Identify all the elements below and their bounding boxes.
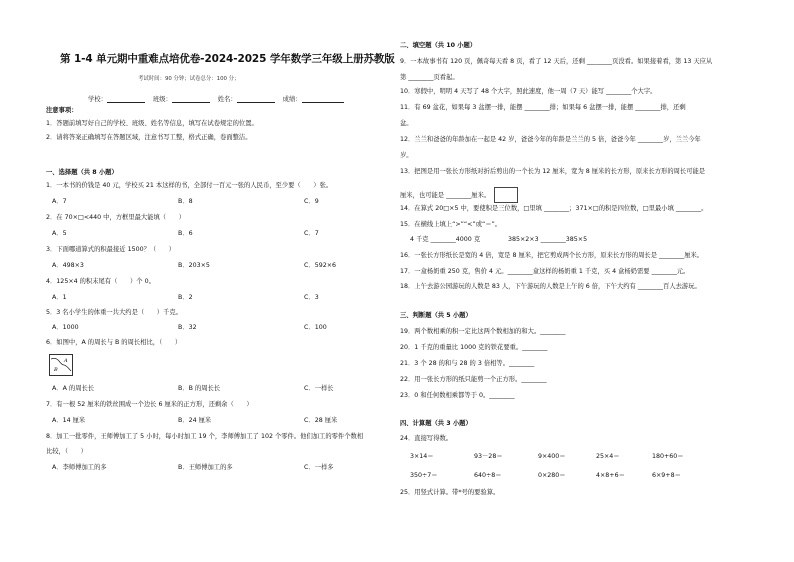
q13-line2-text: 厘米，也可能是 ________厘米。 [400,192,491,199]
section1-heading: 一、选择题（共 8 小题） [46,169,118,176]
calc-item: 3×14＝ [410,453,434,460]
option: A．14 厘米 [52,417,86,424]
exam-meta: 考试时间：90 分钟；试卷总分：100 分； [138,76,240,82]
notes-item: 2．请将答案正确填写在答题区域，注意书写工整，格式正确，卷面整洁。 [46,134,252,141]
q15-text: 15．在横线上填上“>”“<”或“＝”。 [400,221,502,228]
option: B．B 的周长长 [178,385,221,392]
calc-row [410,472,681,480]
calc-item: 640÷8＝ [474,472,502,479]
option: B．2 [178,294,193,301]
option: C．100 [304,324,327,331]
q8-text-line1: 8．加工一批零件，王师傅加工了 5 小时，每小时加工 19 个，李师傅加工了 102 个零件。他们加工的零件个数相 [46,433,364,440]
answer-box [494,187,518,203]
option: A．1000 [52,324,79,331]
q12-line1: 12．兰兰和爸爸的年龄加在一起是 42 岁，爸爸今年的年龄是兰兰的 5 倍，爸爸今年 ________岁，兰兰今年 [400,136,701,143]
q23-text: 23．0 和任何数相乘都等于 0。________ [400,392,515,399]
option: A．7 [52,198,67,205]
q1-text: 1．一本书的价钱是 40 元，学校买 21 本这样的书，全部付一百元一张的人民币，至少要（ ）张。 [46,182,333,189]
q12-line2: 岁。 [400,152,413,159]
q2-text: 2．在 70×□<440 中，方框里最大能填（ ） [46,214,185,221]
q24-text: 24．直接写得数。 [400,435,453,442]
q13-line1: 13．把图是用一张长方形纸对折后剪出的一个长为 12 厘米，宽为 8 厘米的长方形，原来长方形的周长可能是 [400,168,706,175]
q21-text: 21．3 个 28 的和与 28 的 3 倍相等。________ [400,360,535,367]
q6-options [52,385,334,393]
q6-text: 6．如图中，A 的周长与 B 的周长相比，（ ） [46,339,182,346]
option: B．32 [178,324,197,331]
option: A．李师傅加工的多 [52,464,107,471]
calc-item: 350÷7＝ [410,472,438,479]
q10-text: 10．寒假中，明明 4 天写了 48 个大字，照此速度，他一周（7 天）能写 ________个大字。 [400,88,657,95]
q2-options [52,230,319,238]
calc-item: 9×400＝ [538,453,566,460]
q1-options [52,198,319,206]
info-name: 姓名： [218,94,275,103]
notes-item: 1．答题前填写好自己的学校、班级、姓名等信息，填写在试卷规定的位置。 [46,120,258,127]
option: B．王师傅加工的多 [178,464,233,471]
info-score: 成绩： [283,94,344,103]
option: C．28 厘米 [304,417,338,424]
q11-line1: 11．有 69 盆花，如果每 3 盆摆一排，能摆 ________排；如果每 6 盆摆一排，能摆 ________排，还剩 [400,104,686,111]
q8-options [52,464,334,472]
q3-options [52,262,336,270]
q16-text: 16．一张长方形纸长是宽的 4 倍，宽是 8 厘米，把它剪成两个长方形，原来长方形的周长是 ________厘米。 [400,252,704,259]
option: C．3 [304,294,319,301]
option: C．一样多 [304,464,334,471]
q3-text: 3．下面哪道算式的积最接近 1500？（ ） [46,246,176,253]
option: B．6 [178,230,193,237]
section2-heading: 二、填空题（共 10 小题） [400,42,477,49]
q5-text: 5．3 名小学生的体重一共大约是（ ）千克。 [46,309,182,316]
section4-heading: 四、计算题（共 3 小题） [400,420,472,427]
section3-heading: 三、判断题（共 5 小题） [400,312,472,319]
q6-figure [49,354,73,376]
info-class: 班级： [153,94,210,103]
q7-options [52,417,337,425]
q9-line2: 第 ________页看起。 [400,74,459,81]
q4-text: 4．125×4 的积末尾有（ ）个 0。 [46,278,155,285]
q18-text: 18．上午去游公园游玩的人数是 83 人，下午游玩的人数是上午的 6 倍，下午大约有 ________百人去游玩。 [400,283,701,290]
calc-item: 25×4＝ [596,453,620,460]
option: B．24 厘米 [178,417,212,424]
option: B．8 [178,198,193,205]
q11-line2: 盆。 [400,120,413,127]
page-title: 第 1-4 单元期中重难点培优卷-2024-2025 学年数学三年级上册苏教版 [60,53,395,65]
q8-text-line2: 比较，（ ） [46,448,87,455]
q14-text: 14．在算式 20□×5 中，要使积是三位数，□里填 ________；371×□的积是四位数，□里最小填 ________。 [400,205,708,212]
calc-item: 0×280＝ [538,472,566,479]
option: C．一样长 [304,385,334,392]
info-school: 学校： [88,94,145,103]
comparison-item: 385×2×3 ________385×5 [508,236,588,243]
comparison-item: 4 千克 ________4000 克 [410,236,481,243]
q20-text: 20．1 千克的重量比 1000 克的铁花要重。________ [400,344,548,351]
calc-item: 6×9+8＝ [652,472,681,479]
q19-text: 19．两个数相乘的积一定比这两个数相加的和大。________ [400,328,566,335]
q13-line2 [400,187,518,203]
q17-text: 17．一盒杨奶重 250 克，售价 4 元。________盒这样的杨奶重 1 千克，买 4 盒杨奶需要 ________元。 [400,268,690,275]
calc-item: 93－28＝ [474,453,503,460]
q7-text: 7．有一根 52 厘米的铁丝围成一个边长 6 厘米的正方形，还剩余（ ） [46,401,253,408]
option: A．498×3 [52,262,84,269]
option: C．9 [304,198,319,205]
figure-label-b: B [54,367,58,373]
calc-item: 4×8+6＝ [596,472,625,479]
option: C．7 [304,230,319,237]
q5-options [52,324,327,332]
option: A．A 的周长长 [52,385,95,392]
option: C．592×6 [304,262,336,269]
q15-comparisons [410,236,587,244]
option: A．1 [52,294,67,301]
option: B．203×5 [178,262,210,269]
q22-text: 22．用一张长方形的纸只能剪一个正方形。________ [400,376,547,383]
q25-text: 25．用竖式计算。带*号的要验算。 [400,489,500,496]
figure-label-a: A [64,358,68,364]
option: A．5 [52,230,67,237]
q9-line1: 9．一本故事书有 120 页，佩奇每天看 8 页，看了 12 天后，还剩 ________页没看。如果接着看，第 13 天应从 [400,58,713,65]
notes-heading: 注意事项： [46,107,78,114]
calc-row [410,453,684,461]
q6-figure-drawing [50,355,72,375]
calc-item: 180+60＝ [652,453,684,460]
q4-options [52,294,319,302]
student-info-row [88,94,344,103]
